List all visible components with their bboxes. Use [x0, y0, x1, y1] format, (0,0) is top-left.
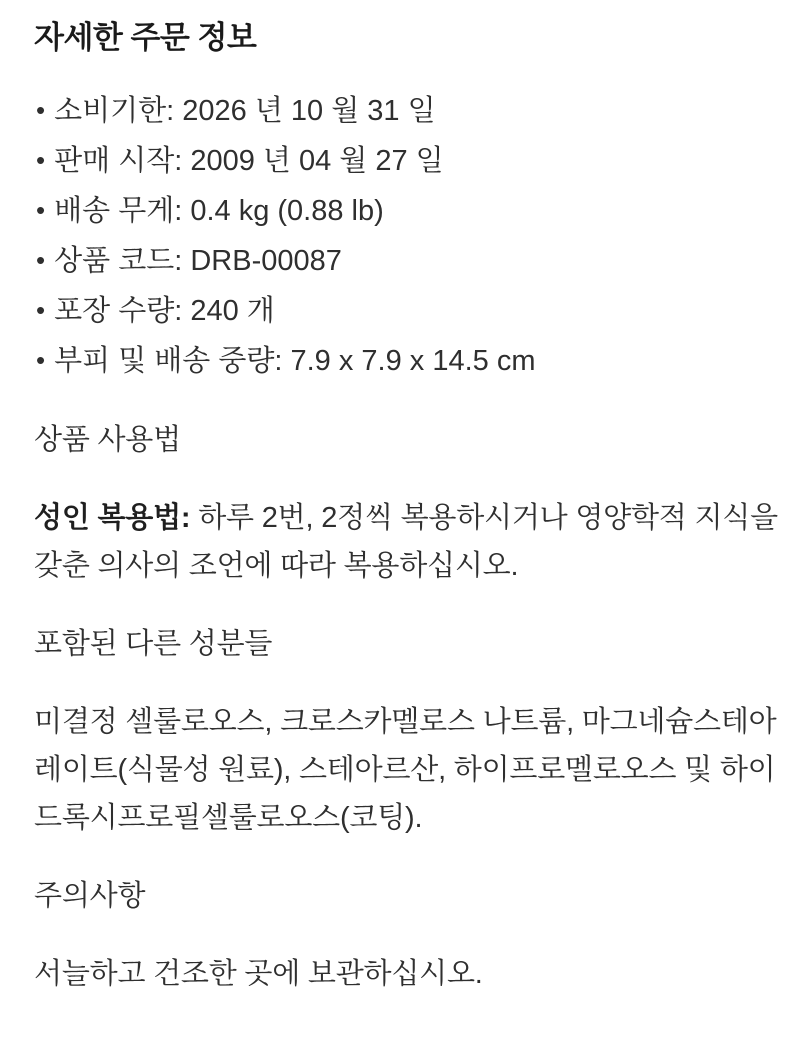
product-code-text: 상품 코드: DRB-00087	[54, 245, 342, 277]
sale-start-text: 판매 시작: 2009 년 04 월 27 일	[54, 145, 444, 177]
list-item-expiration	[34, 86, 782, 136]
shipping-weight-text: 배송 무게: 0.4 kg (0.88 lb)	[54, 195, 384, 227]
bullet-dot-icon: •	[36, 345, 46, 375]
order-info-title: 자세한 주문 정보	[34, 20, 257, 55]
usage-section-label: 상품 사용법	[34, 424, 181, 456]
list-item-sale-start	[34, 136, 782, 186]
adult-dosage-label: 성인 복용법:	[34, 502, 191, 534]
other-ingredients-text: 미결정 셀룰로오스, 크로스카멜로스 나트륨, 마그네슘스테아레이트(식물성 원료), 스테아르산, 하이프로멜로오스 및 하이드록시프로필셀룰로오스(코팅).	[34, 706, 777, 834]
bullet-dot-icon: •	[36, 195, 46, 225]
order-info-list	[34, 86, 782, 386]
expiration-text: 소비기한: 2026 년 10 월 31 일	[54, 95, 436, 127]
warnings-section-label: 주의사항	[34, 880, 146, 912]
other-ingredients-section-label: 포함된 다른 성분들	[34, 628, 273, 660]
list-item-shipping-weight	[34, 186, 782, 236]
bullet-dot-icon: •	[36, 295, 46, 325]
adult-dosage-text: 하루 2번, 2정씩 복용하시거나 영양학적 지식을 갖춘 의사의 조언에 따라 복용하십시오.	[34, 502, 778, 582]
list-item-package-quantity	[34, 286, 782, 336]
list-item-product-code	[34, 236, 782, 286]
package-quantity-text: 포장 수량: 240 개	[54, 295, 275, 327]
list-item-dimensions	[34, 336, 782, 386]
dimensions-text: 부피 및 배송 중량: 7.9 x 7.9 x 14.5 cm	[54, 345, 536, 377]
warnings-text: 서늘하고 건조한 곳에 보관하십시오.	[34, 958, 483, 990]
adult-dosage-paragraph	[34, 494, 782, 590]
bullet-dot-icon: •	[36, 95, 46, 125]
bullet-dot-icon: •	[36, 245, 46, 275]
bullet-dot-icon: •	[36, 145, 46, 175]
